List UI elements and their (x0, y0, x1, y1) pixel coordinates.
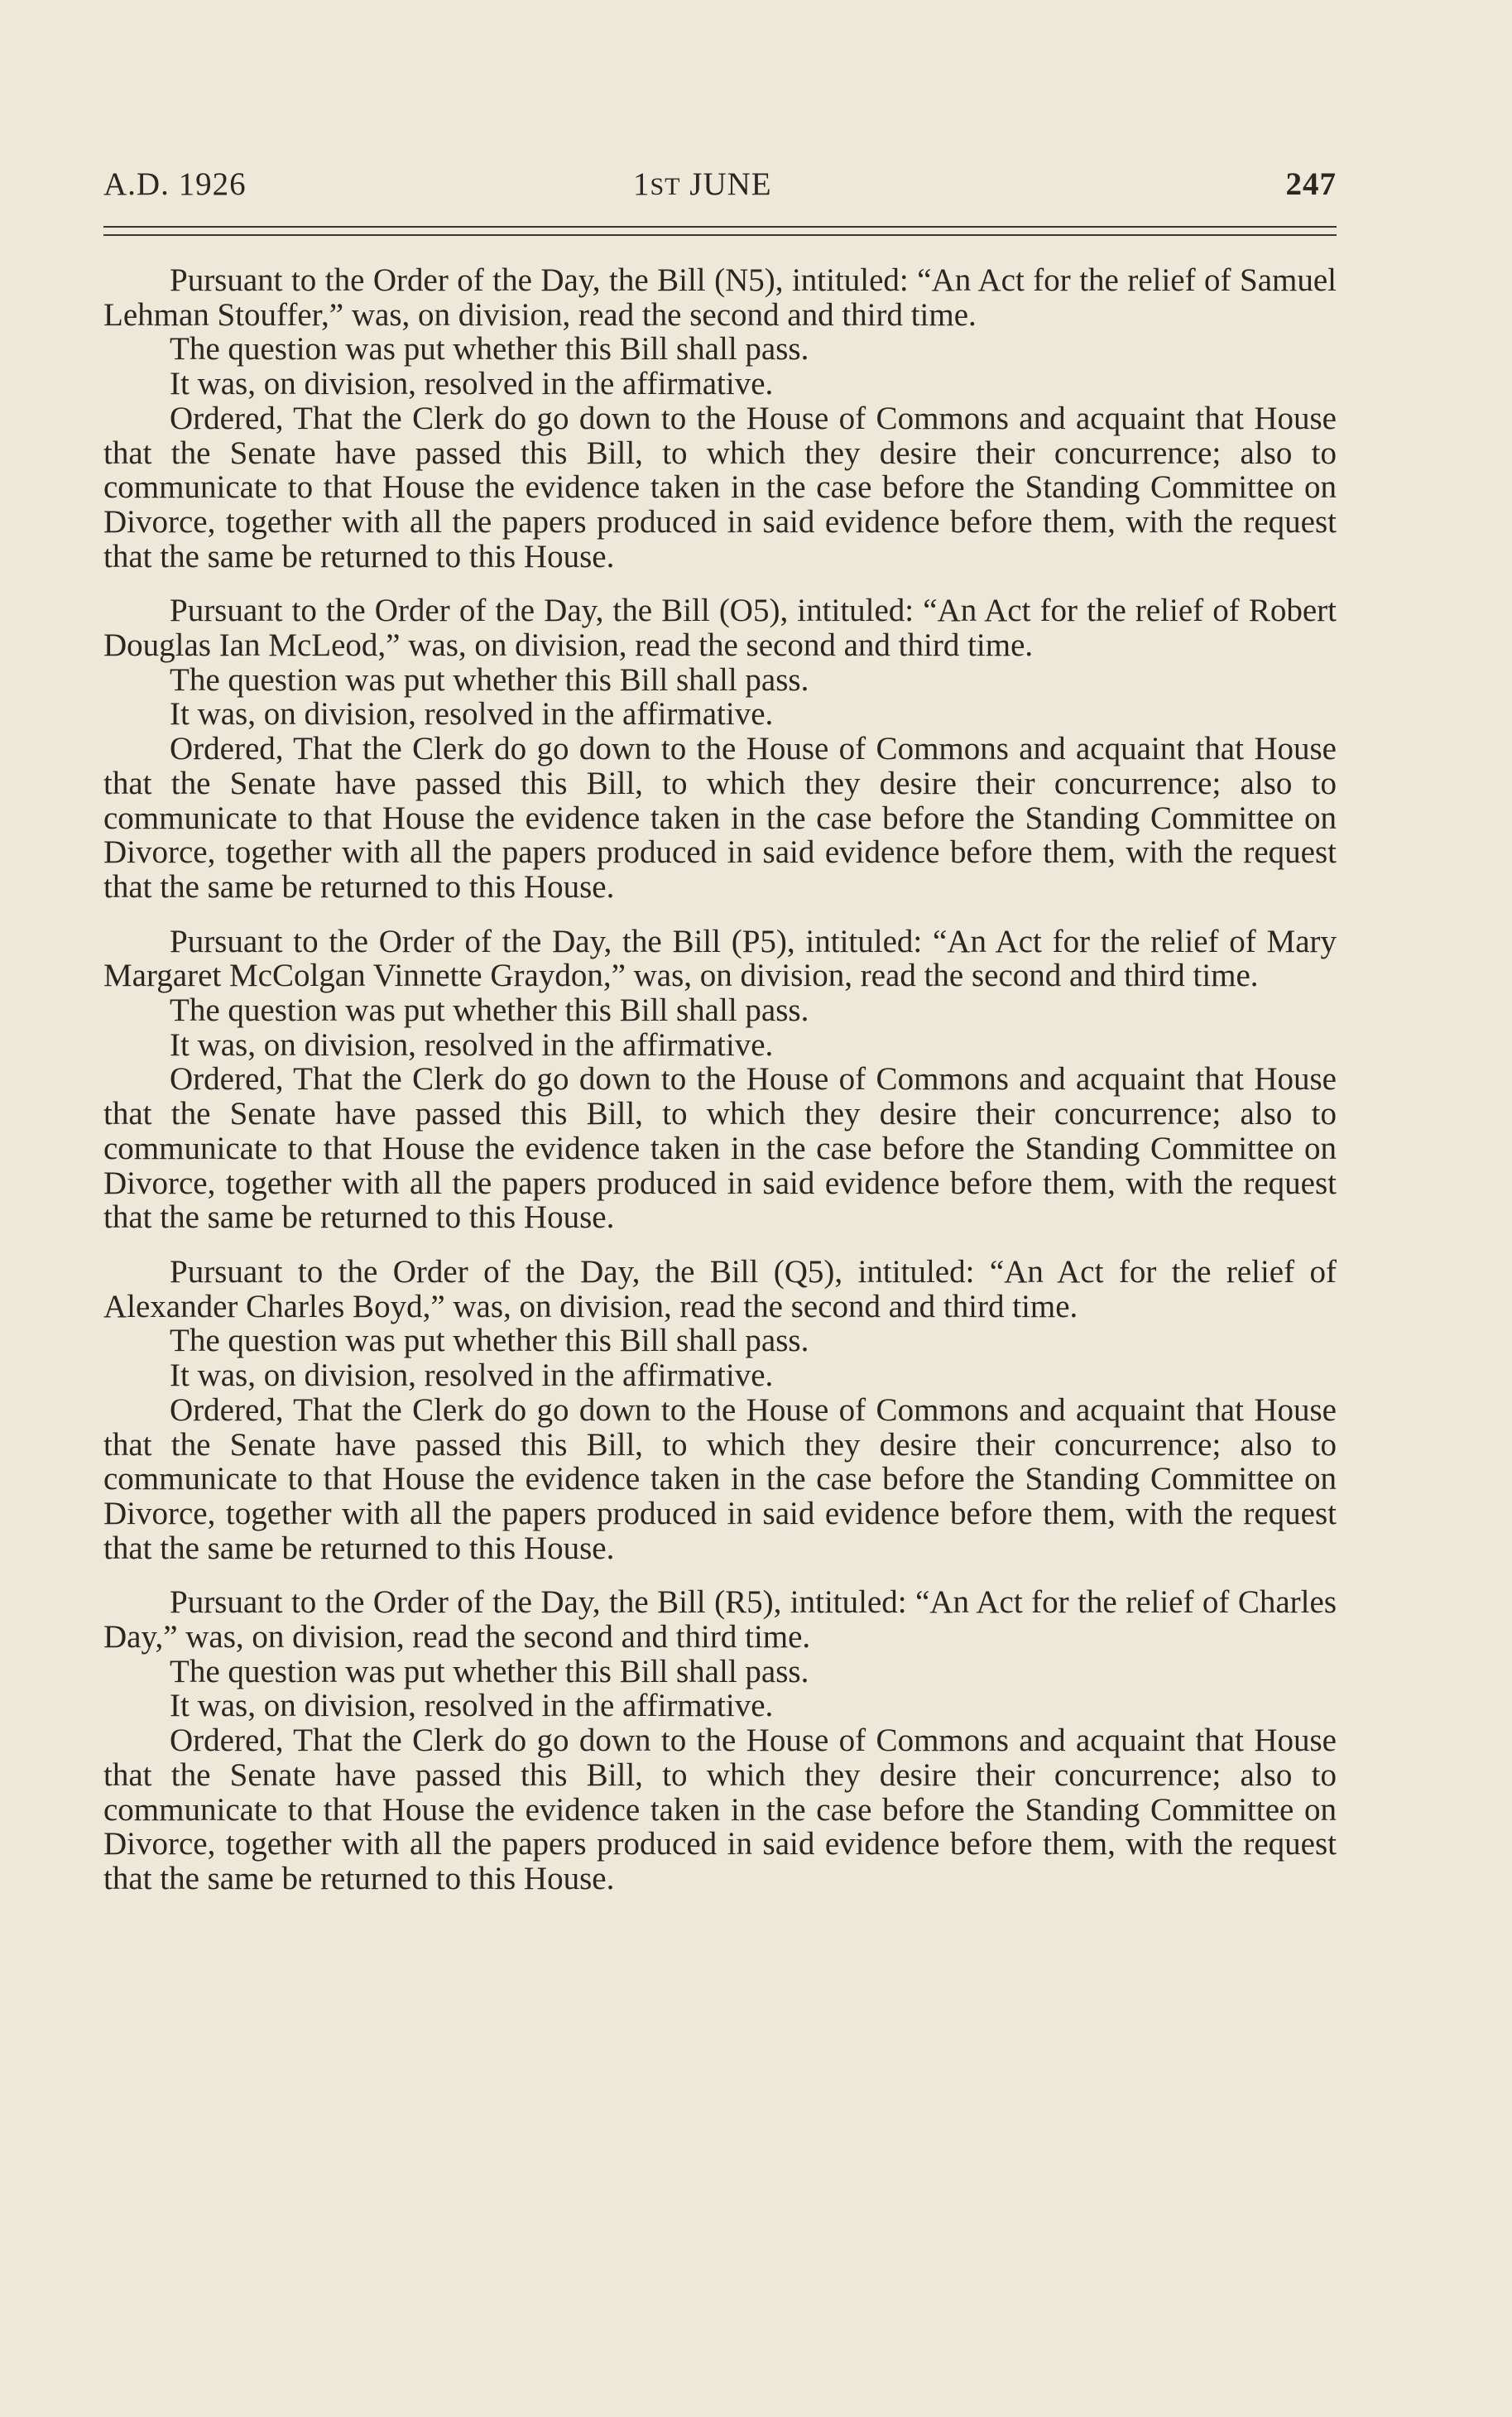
bill-resolved: It was, on division, resolved in the affirmative. (170, 696, 774, 733)
header-date-day: 1 (633, 166, 650, 202)
bill-intro: Pursuant to the Order of the Day, the Bill (N5), intituled: “An Act for the relief of Samuel Lehman Stouffer,” was, on division, read the second and third time. (103, 262, 1337, 333)
bill-entry-o5 (103, 593, 1337, 904)
bill-order: Ordered, That the Clerk do go down to the House of Commons and acquaint that House that the Senate have passed this Bill, to which they desire their concurrence; also to communicate to that House the evidence taken in the case before the Standing Committee on Divorce, together with all the papers produced in said evidence before them, with the request that the same be returned to this House. (103, 1061, 1337, 1236)
bill-resolved: It was, on division, resolved in the affirmative. (170, 1688, 774, 1724)
bill-order: Ordered, That the Clerk do go down to the House of Commons and acquaint that House that the Senate have passed this Bill, to which they desire their concurrence; also to communicate to that House the evidence taken in the case before the Standing Committee on Divorce, together with all the papers produced in said evidence before them, with the request that the same be returned to this House. (103, 400, 1337, 574)
bill-intro: Pursuant to the Order of the Day, the Bill (R5), intituled: “An Act for the relief of Charles Day,” was, on division, read the second and third time. (103, 1584, 1337, 1655)
header-date-ordinal: ST (650, 173, 681, 200)
bill-entry-q5 (103, 1255, 1337, 1565)
page-number: 247 (1285, 166, 1337, 202)
page-header (103, 166, 1337, 207)
bill-resolved: It was, on division, resolved in the affirmative. (170, 1026, 774, 1063)
bill-order: Ordered, That the Clerk do go down to the House of Commons and acquaint that House that the Senate have passed this Bill, to which they desire their concurrence; also to communicate to that House the evidence taken in the case before the Standing Committee on Divorce, together with all the papers produced in said evidence before them, with the request that the same be returned to this House. (103, 1391, 1337, 1566)
bill-intro: Pursuant to the Order of the Day, the Bill (P5), intituled: “An Act for the relief of Mary Margaret McColgan Vinnette Graydon,” was, on division, read the second and third time. (103, 923, 1337, 994)
bill-order: Ordered, That the Clerk do go down to the House of Commons and acquaint that House that the Senate have passed this Bill, to which they desire their concurrence; also to communicate to that House the evidence taken in the case before the Standing Committee on Divorce, together with all the papers produced in said evidence before them, with the request that the same be returned to this House. (103, 1723, 1337, 1896)
bill-question: The question was put whether this Bill shall pass. (170, 1653, 809, 1689)
header-date-month: JUNE (680, 166, 772, 202)
header-rule-top (103, 226, 1337, 228)
bill-question: The question was put whether this Bill shall pass. (170, 331, 809, 368)
header-date (633, 166, 772, 203)
journal-body (103, 263, 1337, 1916)
bill-question: The question was put whether this Bill shall pass. (170, 1323, 809, 1359)
bill-order: Ordered, That the Clerk do go down to the House of Commons and acquaint that House that the Senate have passed this Bill, to which they desire their concurrence; also to communicate to that House the evidence taken in the case before the Standing Committee on Divorce, together with all the papers produced in said evidence before them, with the request that the same be returned to this House. (103, 731, 1337, 905)
header-rule-bottom (103, 234, 1337, 236)
header-year: A.D. 1926 (103, 166, 247, 202)
bill-question: The question was put whether this Bill shall pass. (170, 661, 809, 698)
bill-entry-p5 (103, 925, 1337, 1235)
bill-entry-r5 (103, 1585, 1337, 1896)
journal-page (103, 0, 1337, 2417)
bill-intro: Pursuant to the Order of the Day, the Bill (Q5), intituled: “An Act for the relief of Alexander Charles Boyd,” was, on division, read the second and third time. (103, 1253, 1337, 1324)
bill-resolved: It was, on division, resolved in the affirmative. (170, 366, 774, 402)
bill-resolved: It was, on division, resolved in the affirmative. (170, 1357, 774, 1394)
bill-intro: Pursuant to the Order of the Day, the Bill (O5), intituled: “An Act for the relief of Robert Douglas Ian McLeod,” was, on division, read the second and third time. (103, 593, 1337, 664)
bill-entry-n5 (103, 263, 1337, 574)
bill-question: The question was put whether this Bill shall pass. (170, 992, 809, 1029)
